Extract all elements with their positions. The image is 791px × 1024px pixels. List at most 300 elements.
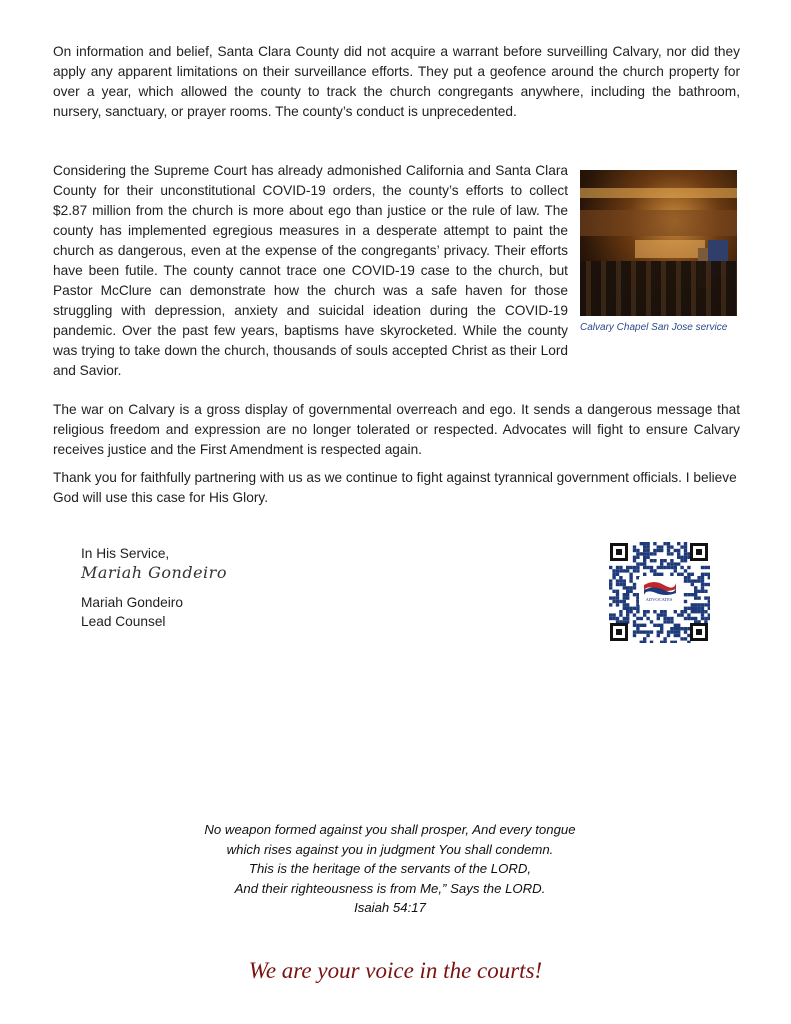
qr-module	[646, 630, 649, 633]
qr-module	[657, 630, 660, 633]
qr-module	[646, 566, 649, 569]
qr-module	[677, 549, 680, 552]
qr-module	[660, 641, 663, 643]
qr-module	[623, 583, 626, 586]
qr-module	[684, 545, 687, 548]
qr-module	[633, 559, 636, 562]
qr-module	[626, 607, 629, 610]
qr-module	[653, 569, 656, 572]
qr-module	[684, 542, 687, 545]
qr-module	[691, 573, 694, 576]
qr-module	[674, 641, 677, 643]
qr-module	[663, 637, 666, 640]
qr-module	[691, 603, 694, 606]
paragraph-surveillance: On information and belief, Santa Clara County did not acquire a warrant before surveilling Calvary, nor did they apply any apparent limitations on their surveillance efforts. They put a geofence around the church property for over a year, which allowed the county to track the church congregants anywhere, including the bathroom, nursery, sanctuary, or prayer rooms. The county’s conduct is unprecedented.	[53, 44, 740, 119]
qr-module	[636, 566, 639, 569]
qr-module	[680, 559, 683, 562]
qr-module	[633, 583, 636, 586]
qr-module	[684, 569, 687, 572]
qr-module	[667, 620, 670, 623]
qr-module	[643, 545, 646, 548]
qr-module	[650, 630, 653, 633]
qr-module	[609, 617, 612, 620]
qr-module	[677, 634, 680, 637]
handwritten-signature: Mariah Gondeiro	[81, 563, 227, 582]
qr-module	[609, 579, 612, 582]
qr-module	[623, 596, 626, 599]
qr-module	[646, 617, 649, 620]
qr-module	[684, 552, 687, 555]
qr-module	[677, 613, 680, 616]
qr-module	[680, 573, 683, 576]
advocates-logo-icon	[639, 577, 679, 605]
qr-module	[643, 624, 646, 627]
qr-module	[619, 600, 622, 603]
qr-module	[629, 607, 632, 610]
qr-module	[687, 576, 690, 579]
qr-module	[612, 596, 615, 599]
qr-module	[670, 573, 673, 576]
qr-module	[646, 634, 649, 637]
qr-module	[643, 556, 646, 559]
qr-module	[623, 569, 626, 572]
qr-module	[704, 596, 707, 599]
qr-module	[612, 613, 615, 616]
qr-module	[626, 586, 629, 589]
qr-module	[657, 613, 660, 616]
qr-module	[663, 613, 666, 616]
qr-module	[643, 630, 646, 633]
qr-module	[660, 610, 663, 613]
qr-module	[677, 573, 680, 576]
verse-line: No weapon formed against you shall prosper, And every tongue	[204, 822, 576, 837]
qr-module	[646, 549, 649, 552]
qr-module	[694, 596, 697, 599]
qr-module	[609, 583, 612, 586]
qr-module	[670, 566, 673, 569]
qr-module	[691, 607, 694, 610]
qr-module	[633, 620, 636, 623]
qr-module	[670, 552, 673, 555]
qr-module	[629, 566, 632, 569]
qr-module	[636, 630, 639, 633]
qr-module	[626, 610, 629, 613]
qr-module	[660, 630, 663, 633]
qr-module	[667, 562, 670, 565]
qr-module	[633, 549, 636, 552]
qr-module	[663, 559, 666, 562]
qr-module	[612, 600, 615, 603]
qr-module	[640, 624, 643, 627]
qr-logo-text: ADVOCATES	[645, 597, 673, 602]
qr-module	[684, 559, 687, 562]
qr-module	[657, 634, 660, 637]
qr-module	[677, 624, 680, 627]
qr-module	[708, 603, 710, 606]
qr-module	[667, 630, 670, 633]
qr-module	[687, 613, 690, 616]
qr-module	[697, 607, 700, 610]
qr-module	[674, 634, 677, 637]
qr-module	[640, 542, 643, 545]
qr-module	[633, 613, 636, 616]
qr-module	[684, 607, 687, 610]
qr-module	[616, 583, 619, 586]
qr-module	[653, 610, 656, 613]
qr-module	[684, 617, 687, 620]
verse-line: And their righteousness is from Me,” Says the LORD.	[234, 880, 546, 896]
qr-module	[667, 545, 670, 548]
qr-module	[701, 566, 704, 569]
qr-module	[708, 576, 710, 579]
qr-module	[657, 549, 660, 552]
qr-module	[633, 607, 636, 610]
qr-module	[623, 607, 626, 610]
verse-reference: Isaiah 54:17	[354, 900, 426, 915]
qr-module	[643, 637, 646, 640]
qr-module	[660, 562, 663, 565]
qr-module	[646, 552, 649, 555]
qr-module	[650, 641, 653, 643]
qr-module	[626, 590, 629, 593]
qr-module	[660, 573, 663, 576]
photo-caption: Calvary Chapel San Jose service	[580, 322, 728, 333]
qr-module	[697, 576, 700, 579]
qr-module	[646, 545, 649, 548]
qr-module	[680, 566, 683, 569]
qr-module	[670, 562, 673, 565]
qr-module	[629, 610, 632, 613]
qr-module	[677, 630, 680, 633]
qr-module	[704, 610, 707, 613]
qr-module	[633, 569, 636, 572]
qr-module	[667, 634, 670, 637]
qr-module	[643, 610, 646, 613]
qr-module	[667, 552, 670, 555]
qr-module	[704, 603, 707, 606]
qr-module	[633, 586, 636, 589]
qr-module	[612, 576, 615, 579]
qr-code[interactable]	[608, 541, 710, 643]
qr-module	[667, 566, 670, 569]
qr-module	[677, 552, 680, 555]
qr-module	[619, 566, 622, 569]
qr-module	[619, 569, 622, 572]
qr-module	[616, 593, 619, 596]
qr-module	[667, 617, 670, 620]
tagline: We are your voice in the courts!	[248, 958, 543, 983]
qr-module	[694, 590, 697, 593]
qr-module	[636, 549, 639, 552]
qr-module	[708, 573, 710, 576]
verse-line: which rises against you in judgment You shall condemn.	[226, 841, 554, 857]
qr-module	[616, 579, 619, 582]
qr-module	[704, 583, 707, 586]
qr-module	[626, 613, 629, 616]
qr-module	[612, 590, 615, 593]
qr-module	[684, 630, 687, 633]
qr-module	[653, 624, 656, 627]
qr-module	[684, 637, 687, 640]
qr-module	[694, 617, 697, 620]
qr-module	[694, 593, 697, 596]
qr-module	[684, 600, 687, 603]
qr-module	[674, 549, 677, 552]
qr-module	[687, 566, 690, 569]
qr-module	[633, 566, 636, 569]
paragraph-war-on-calvary: The war on Calvary is a gross display of governmental overreach and ego. It sends a dangerous message that religious freedom and expression are no longer tolerated or respected. Advocates will fight to ensure Calvary receives justice and the First Amendment is respected again.	[53, 402, 740, 457]
signer-name: Mariah Gondeiro	[81, 595, 183, 610]
qr-module	[704, 590, 707, 593]
qr-module	[650, 620, 653, 623]
qr-module	[629, 576, 632, 579]
qr-module	[670, 641, 673, 643]
qr-module	[674, 610, 677, 613]
qr-module	[616, 573, 619, 576]
qr-module	[619, 579, 622, 582]
qr-module	[643, 562, 646, 565]
qr-module	[670, 545, 673, 548]
qr-module	[626, 593, 629, 596]
qr-module	[633, 593, 636, 596]
qr-module	[677, 542, 680, 545]
qr-module	[650, 566, 653, 569]
qr-module	[612, 569, 615, 572]
qr-module	[633, 624, 636, 627]
qr-module	[636, 610, 639, 613]
qr-module	[616, 600, 619, 603]
qr-module	[626, 566, 629, 569]
qr-module	[640, 617, 643, 620]
qr-module	[701, 613, 704, 616]
qr-module	[697, 590, 700, 593]
qr-module	[701, 603, 704, 606]
qr-module	[663, 610, 666, 613]
qr-module	[643, 549, 646, 552]
qr-module	[633, 556, 636, 559]
qr-module	[670, 620, 673, 623]
qr-module	[660, 559, 663, 562]
qr-module	[623, 603, 626, 606]
qr-module	[616, 566, 619, 569]
qr-module	[667, 549, 670, 552]
qr-module	[694, 586, 697, 589]
qr-module	[650, 569, 653, 572]
qr-module	[680, 637, 683, 640]
qr-module	[701, 573, 704, 576]
qr-module	[691, 617, 694, 620]
scripture-verse	[160, 820, 620, 918]
qr-module	[701, 590, 704, 593]
qr-module	[694, 610, 697, 613]
qr-module	[701, 579, 704, 582]
qr-module	[619, 583, 622, 586]
qr-module	[708, 607, 710, 610]
qr-module	[629, 590, 632, 593]
qr-module	[612, 617, 615, 620]
qr-module	[623, 579, 626, 582]
qr-module	[643, 542, 646, 545]
qr-module	[609, 566, 612, 569]
qr-module	[701, 583, 704, 586]
qr-module	[708, 600, 710, 603]
qr-module	[660, 613, 663, 616]
qr-module	[708, 617, 710, 620]
qr-module	[653, 549, 656, 552]
qr-module	[633, 634, 636, 637]
qr-module	[609, 596, 612, 599]
qr-module	[691, 593, 694, 596]
qr-module	[629, 579, 632, 582]
qr-module	[677, 556, 680, 559]
qr-module	[619, 610, 622, 613]
qr-module	[680, 627, 683, 630]
qr-module	[663, 566, 666, 569]
paragraph-thank-you: Thank you for faithfully partnering with us as we continue to fight against tyrannical government officials. I believe God will use this case for His Glory.	[53, 470, 737, 505]
qr-module	[650, 559, 653, 562]
qr-module	[677, 562, 680, 565]
qr-module	[609, 586, 612, 589]
qr-module	[657, 617, 660, 620]
qr-module	[708, 596, 710, 599]
qr-module	[633, 545, 636, 548]
qr-module	[670, 627, 673, 630]
qr-module	[653, 559, 656, 562]
qr-module	[697, 596, 700, 599]
qr-module	[704, 566, 707, 569]
qr-module	[687, 617, 690, 620]
qr-module	[670, 630, 673, 633]
qr-module	[697, 610, 700, 613]
qr-module	[657, 545, 660, 548]
qr-module	[701, 576, 704, 579]
qr-module	[704, 573, 707, 576]
qr-module	[687, 579, 690, 582]
qr-module	[684, 556, 687, 559]
qr-module	[657, 624, 660, 627]
qr-module	[701, 586, 704, 589]
closing: In His Service,	[81, 546, 170, 561]
qr-module	[697, 579, 700, 582]
qr-module	[636, 617, 639, 620]
qr-module	[684, 579, 687, 582]
qr-module	[687, 607, 690, 610]
qr-module	[660, 624, 663, 627]
qr-module	[653, 552, 656, 555]
qr-module	[646, 542, 649, 545]
qr-module	[636, 569, 639, 572]
qr-module	[704, 617, 707, 620]
qr-module	[697, 603, 700, 606]
qr-module	[623, 617, 626, 620]
church-service-photo	[580, 170, 737, 316]
qr-module	[657, 566, 660, 569]
signer-title: Lead Counsel	[81, 614, 166, 629]
qr-module	[674, 624, 677, 627]
qr-module	[646, 610, 649, 613]
qr-module	[650, 552, 653, 555]
qr-module	[684, 549, 687, 552]
qr-module	[626, 617, 629, 620]
qr-module	[691, 583, 694, 586]
paragraph-supreme-court: Considering the Supreme Court has already admonished California and Santa Clara County for their unconstitutional COVID-19 orders, the county’s efforts to collect $2.87 million from the church is more about ego than justice or the rule of law. The county has implemented egregious measures in a desperate attempt to paint the church as dangerous, even at the expense of the congregants’ privacy. Their efforts have been futile. The county cannot trace one COVID-19 case to the church, but Pastor McClure can demonstrate how the church was a safe haven for those struggling with depression, anxiety and suicidal ideation during the COVID-19 pandemic. Over the past few years, baptisms have skyrocketed. While the county was trying to take down the church, thousands of souls accepted Christ as their Lord and Savior.	[53, 163, 568, 378]
qr-module	[623, 593, 626, 596]
qr-module	[694, 603, 697, 606]
qr-module	[677, 627, 680, 630]
verse-line: This is the heritage of the servants of the LORD,	[248, 861, 532, 876]
qr-module	[636, 607, 639, 610]
qr-module	[643, 613, 646, 616]
qr-module	[643, 566, 646, 569]
qr-module	[660, 549, 663, 552]
qr-module	[684, 610, 687, 613]
qr-module	[623, 600, 626, 603]
qr-module	[674, 569, 677, 572]
qr-module	[633, 630, 636, 633]
qr-module	[680, 556, 683, 559]
qr-module	[691, 610, 694, 613]
qr-module	[640, 641, 643, 643]
qr-module	[619, 613, 622, 616]
qr-module	[694, 579, 697, 582]
qr-module	[640, 630, 643, 633]
qr-module	[646, 556, 649, 559]
qr-module	[684, 576, 687, 579]
qr-module	[663, 620, 666, 623]
qr-module	[616, 617, 619, 620]
qr-module	[670, 617, 673, 620]
qr-module	[701, 607, 704, 610]
qr-module	[708, 613, 710, 616]
qr-module	[626, 603, 629, 606]
qr-module	[612, 573, 615, 576]
qr-module	[663, 542, 666, 545]
qr-module	[691, 579, 694, 582]
qr-module	[670, 559, 673, 562]
qr-module	[636, 556, 639, 559]
qr-module	[636, 624, 639, 627]
qr-module	[680, 613, 683, 616]
qr-module	[636, 552, 639, 555]
qr-module	[684, 627, 687, 630]
qr-module	[680, 610, 683, 613]
qr-module	[701, 617, 704, 620]
qr-module	[616, 596, 619, 599]
qr-module	[616, 569, 619, 572]
qr-module	[708, 566, 710, 569]
qr-module	[674, 627, 677, 630]
qr-module	[623, 586, 626, 589]
qr-module	[663, 641, 666, 643]
qr-module	[660, 627, 663, 630]
qr-module	[660, 566, 663, 569]
qr-module	[643, 573, 646, 576]
qr-module	[609, 613, 612, 616]
qr-module	[636, 627, 639, 630]
qr-module	[657, 573, 660, 576]
qr-module	[687, 593, 690, 596]
qr-module	[674, 566, 677, 569]
qr-module	[643, 559, 646, 562]
qr-module	[616, 603, 619, 606]
qr-module	[684, 593, 687, 596]
qr-module	[680, 545, 683, 548]
qr-module	[626, 596, 629, 599]
qr-module	[663, 617, 666, 620]
qr-module	[616, 590, 619, 593]
qr-module	[708, 583, 710, 586]
qr-module	[674, 562, 677, 565]
